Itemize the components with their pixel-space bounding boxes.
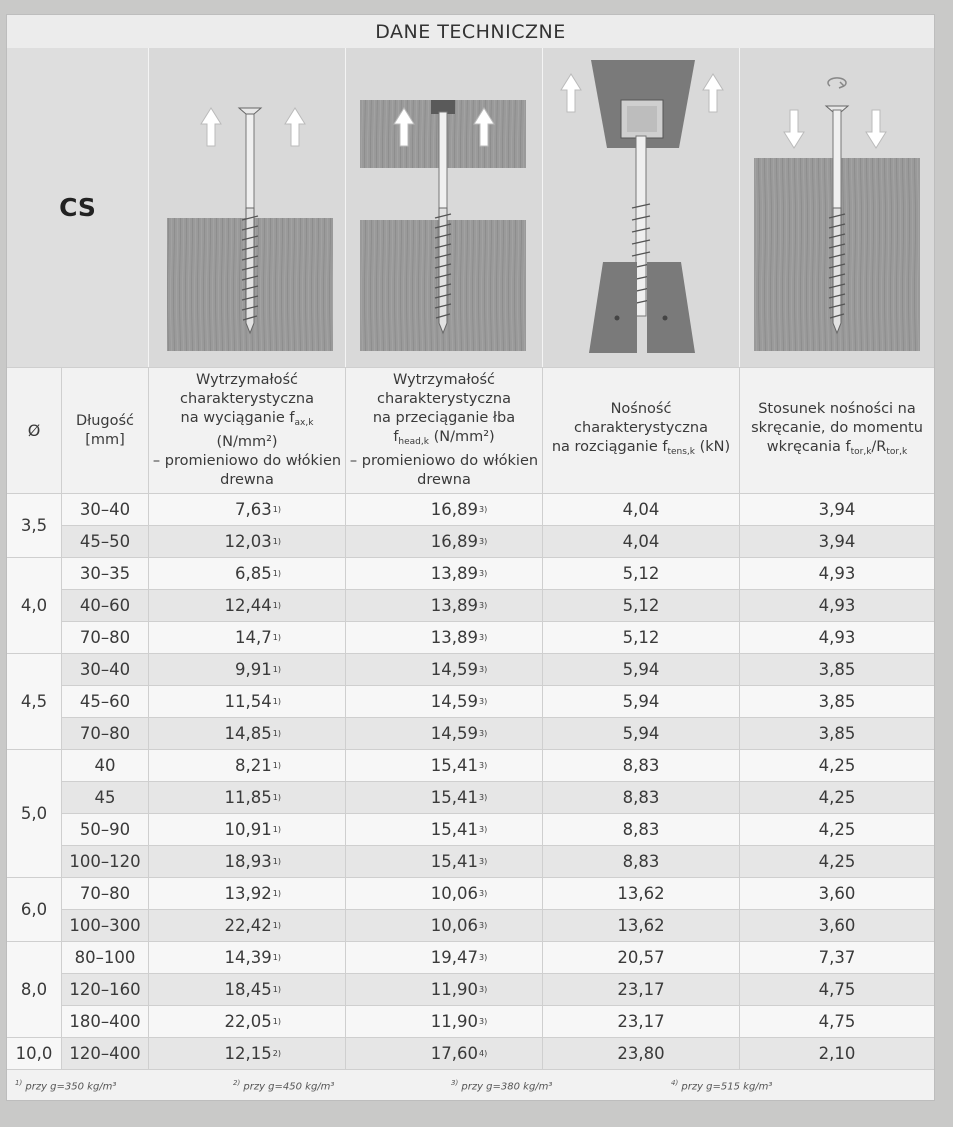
table-header — [7, 367, 934, 494]
technical-data-sheet — [6, 14, 935, 1101]
length-cell: 70–80 — [62, 622, 149, 654]
torsion-cell: 4,25 — [740, 846, 934, 878]
length-cell: 45–60 — [62, 686, 149, 718]
illustration-row — [7, 48, 934, 367]
withdrawal-cell: 22,42 1) — [149, 910, 346, 942]
torsion-cell: 3,94 — [740, 526, 934, 558]
arrow-up-icon — [703, 74, 723, 112]
head-pull-cell: 15,41 3) — [346, 750, 543, 782]
withdrawal-cell: 14,7 1) — [149, 622, 346, 654]
tensile-cell: 8,83 — [543, 846, 740, 878]
torsion-cell: 4,93 — [740, 558, 934, 590]
head-pull-cell: 16,89 3) — [346, 526, 543, 558]
head-pull-cell: 14,59 3) — [346, 718, 543, 750]
withdrawal-cell: 6,85 1) — [149, 558, 346, 590]
header-length: Długość [mm] — [62, 367, 149, 494]
head-pull-through-illustration — [346, 48, 543, 367]
torsion-cell: 4,93 — [740, 622, 934, 654]
table-row — [62, 622, 934, 654]
length-cell: 70–80 — [62, 718, 149, 750]
length-cell: 30–35 — [62, 558, 149, 590]
tensile-cell: 13,62 — [543, 910, 740, 942]
withdrawal-illustration — [149, 48, 346, 367]
diameter-cell: 5,0 — [7, 750, 62, 878]
diameter-cell: 3,5 — [7, 494, 62, 558]
head-pull-cell: 14,59 3) — [346, 686, 543, 718]
arrow-up-icon — [561, 74, 581, 112]
tensile-illustration — [543, 48, 740, 367]
table-row — [62, 878, 934, 910]
header-withdrawal-strength: Wytrzymałość charakterystyczna na wyciąganie $f_{ax,k}$ (N/mm²) – promieniowo do włókien drewna — [149, 367, 346, 494]
length-cell: 50–90 — [62, 814, 149, 846]
footnotes — [7, 1070, 934, 1100]
header-diameter: Ø — [7, 367, 62, 494]
header-head-pull-through: Wytrzymałość charakterystyczna na przeciąganie łba $f_{head,k}$ (N/mm²) – promieniowo do włókien drewna — [346, 367, 543, 494]
tensile-cell: 4,04 — [543, 526, 740, 558]
tensile-cell: 5,12 — [543, 558, 740, 590]
torsion-cell: 3,85 — [740, 718, 934, 750]
tensile-cell: 5,94 — [543, 654, 740, 686]
torsion-cell: 4,75 — [740, 974, 934, 1006]
length-cell: 45–50 — [62, 526, 149, 558]
table-row — [62, 558, 934, 590]
arrow-up-icon — [201, 108, 221, 146]
arrow-down-icon — [866, 110, 886, 148]
withdrawal-cell: 12,03 1) — [149, 526, 346, 558]
torsion-cell: 4,25 — [740, 782, 934, 814]
table-row — [62, 814, 934, 846]
withdrawal-cell: 14,39 1) — [149, 942, 346, 974]
tensile-cell: 5,12 — [543, 622, 740, 654]
length-cell: 120–400 — [62, 1038, 149, 1070]
diameter-cell: 4,0 — [7, 558, 62, 654]
head-pull-cell: 14,59 3) — [346, 654, 543, 686]
withdrawal-cell: 7,63 1) — [149, 494, 346, 526]
torsion-cell: 3,94 — [740, 494, 934, 526]
footnote: $^{3)}$ przy g=380 kg/m³ — [451, 1079, 553, 1093]
table-row — [62, 750, 934, 782]
tensile-cell: 8,83 — [543, 782, 740, 814]
table-row — [62, 1006, 934, 1038]
tensile-cell: 5,94 — [543, 718, 740, 750]
diameter-cell: 10,0 — [7, 1038, 62, 1070]
footnote: $^{2)}$ przy g=450 kg/m³ — [233, 1079, 335, 1093]
table-row — [62, 654, 934, 686]
header-torsion-ratio: Stosunek nośności na skręcanie, do momentu wkręcania $f_{tor,k}/R_{tor,k}$ — [740, 367, 934, 494]
head-pull-cell: 10,06 3) — [346, 910, 543, 942]
withdrawal-cell: 13,92 1) — [149, 878, 346, 910]
product-code: CS — [7, 48, 149, 367]
head-pull-cell: 13,89 3) — [346, 622, 543, 654]
length-cell: 40–60 — [62, 590, 149, 622]
table-row — [62, 942, 934, 974]
table-row — [62, 686, 934, 718]
torsion-cell: 4,93 — [740, 590, 934, 622]
tensile-cell: 23,17 — [543, 974, 740, 1006]
arrow-down-icon — [784, 110, 804, 148]
length-cell: 70–80 — [62, 878, 149, 910]
head-pull-cell: 13,89 3) — [346, 590, 543, 622]
length-cell: 45 — [62, 782, 149, 814]
head-pull-cell: 15,41 3) — [346, 814, 543, 846]
diameter-cell: 8,0 — [7, 942, 62, 1038]
length-cell: 120–160 — [62, 974, 149, 1006]
withdrawal-cell: 12,15 2) — [149, 1038, 346, 1070]
withdrawal-cell: 18,45 1) — [149, 974, 346, 1006]
torsion-cell: 3,85 — [740, 686, 934, 718]
head-pull-cell: 16,89 3) — [346, 494, 543, 526]
torsion-cell: 3,85 — [740, 654, 934, 686]
withdrawal-cell: 22,05 1) — [149, 1006, 346, 1038]
length-cell: 30–40 — [62, 654, 149, 686]
length-cell: 100–300 — [62, 910, 149, 942]
tensile-cell: 8,83 — [543, 750, 740, 782]
withdrawal-cell: 11,54 1) — [149, 686, 346, 718]
head-pull-cell: 15,41 3) — [346, 846, 543, 878]
arrow-up-icon — [285, 108, 305, 146]
table-row — [62, 590, 934, 622]
table-row — [62, 494, 934, 526]
head-pull-cell: 10,06 3) — [346, 878, 543, 910]
tensile-cell: 4,04 — [543, 494, 740, 526]
diameter-cell: 6,0 — [7, 878, 62, 942]
withdrawal-cell: 10,91 1) — [149, 814, 346, 846]
torsion-cell: 4,75 — [740, 1006, 934, 1038]
length-cell: 100–120 — [62, 846, 149, 878]
withdrawal-cell: 9,91 1) — [149, 654, 346, 686]
table-row — [62, 974, 934, 1006]
head-pull-cell: 19,47 3) — [346, 942, 543, 974]
torsion-illustration — [740, 48, 934, 367]
footnote: $^{1)}$ przy g=350 kg/m³ — [15, 1079, 117, 1093]
table-row — [62, 782, 934, 814]
length-cell: 40 — [62, 750, 149, 782]
withdrawal-cell: 8,21 1) — [149, 750, 346, 782]
torsion-cell: 7,37 — [740, 942, 934, 974]
table-row — [62, 718, 934, 750]
header-tensile-capacity: Nośność charakterystyczna na rozciąganie $f_{tens,k}$ (kN) — [543, 367, 740, 494]
tensile-cell: 23,80 — [543, 1038, 740, 1070]
diameter-cell: 4,5 — [7, 654, 62, 750]
tensile-cell: 5,12 — [543, 590, 740, 622]
torsion-cell: 3,60 — [740, 910, 934, 942]
tensile-cell: 20,57 — [543, 942, 740, 974]
table-row — [62, 846, 934, 878]
withdrawal-cell: 11,85 1) — [149, 782, 346, 814]
sheet-title: DANE TECHNICZNE — [7, 15, 934, 49]
length-cell: 180–400 — [62, 1006, 149, 1038]
tensile-cell: 13,62 — [543, 878, 740, 910]
head-pull-cell: 13,89 3) — [346, 558, 543, 590]
tensile-cell: 23,17 — [543, 1006, 740, 1038]
footnote: $^{4)}$ przy g=515 kg/m³ — [671, 1079, 773, 1093]
table-row — [62, 910, 934, 942]
withdrawal-cell: 14,85 1) — [149, 718, 346, 750]
withdrawal-cell: 12,44 1) — [149, 590, 346, 622]
head-pull-cell: 11,90 3) — [346, 974, 543, 1006]
length-cell: 30–40 — [62, 494, 149, 526]
torsion-cell: 4,25 — [740, 814, 934, 846]
head-pull-cell: 15,41 3) — [346, 782, 543, 814]
withdrawal-cell: 18,93 1) — [149, 846, 346, 878]
head-pull-cell: 11,90 3) — [346, 1006, 543, 1038]
torsion-cell: 4,25 — [740, 750, 934, 782]
table-row — [62, 526, 934, 558]
tensile-cell: 8,83 — [543, 814, 740, 846]
table-row — [62, 1038, 934, 1070]
length-cell: 80–100 — [62, 942, 149, 974]
head-pull-cell: 17,60 4) — [346, 1038, 543, 1070]
tensile-cell: 5,94 — [543, 686, 740, 718]
torsion-cell: 2,10 — [740, 1038, 934, 1070]
torsion-cell: 3,60 — [740, 878, 934, 910]
